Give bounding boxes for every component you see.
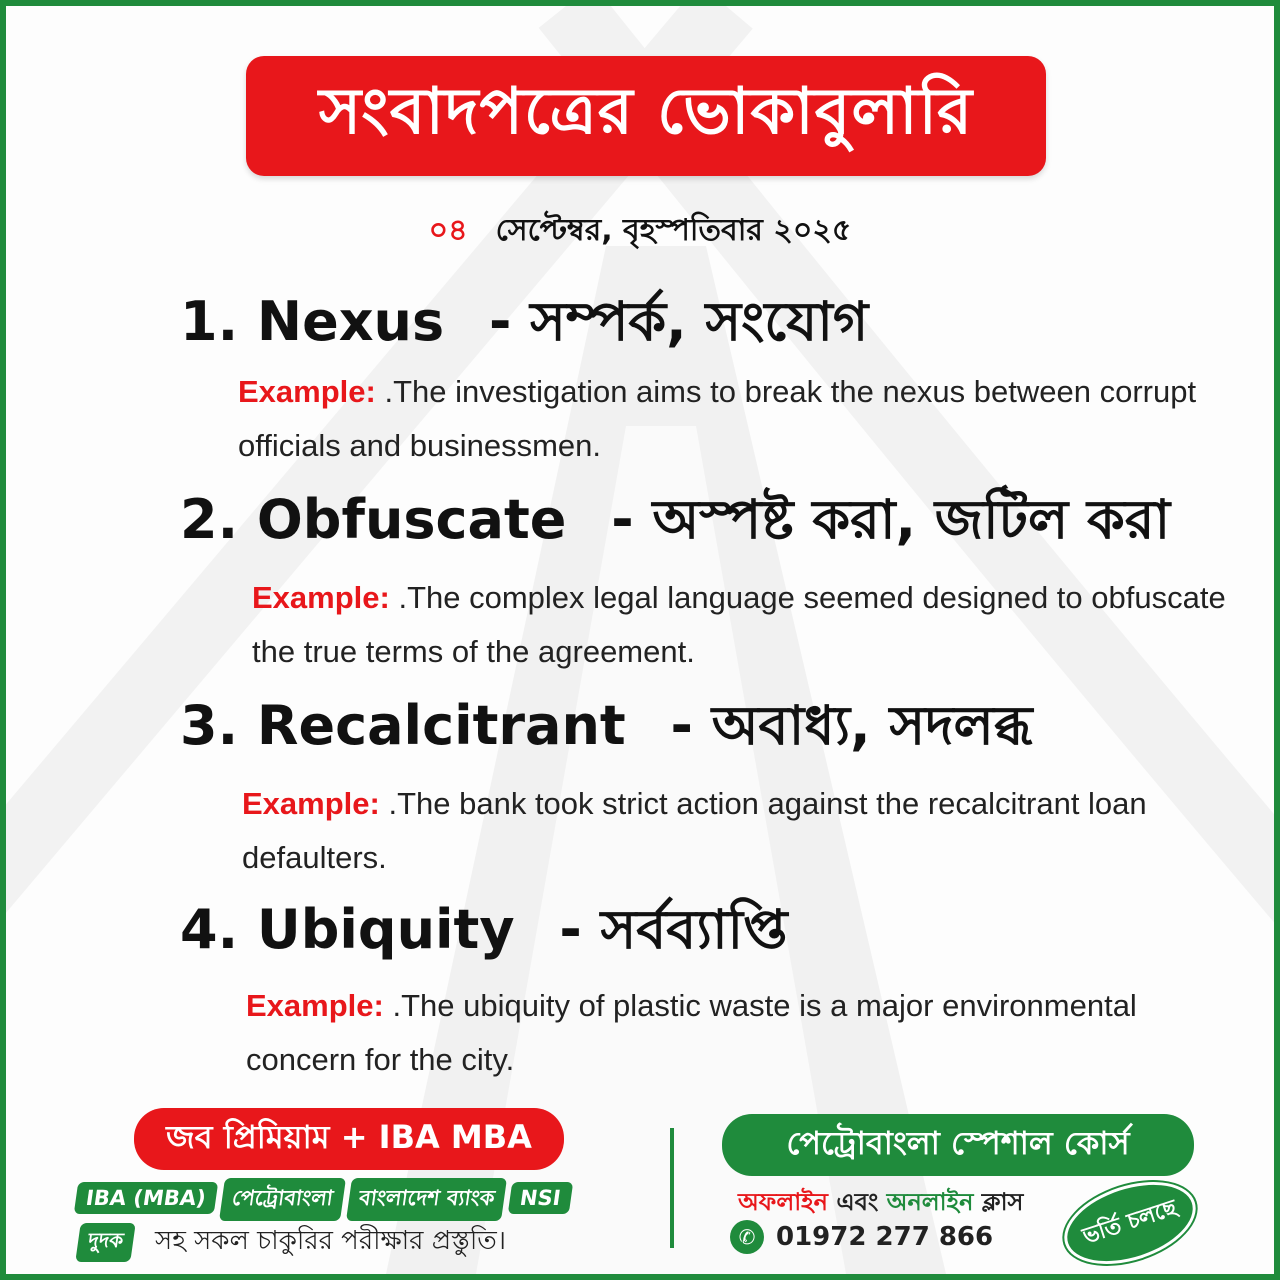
- vocab-heading: [180, 490, 1250, 549]
- exam-tags: [76, 1178, 636, 1221]
- example-label: Example:: [238, 374, 376, 410]
- vocab-meaning: - সম্পর্ক, সংযোগ: [488, 290, 869, 353]
- date-line: [6, 206, 1274, 257]
- online-label: অনলাইন: [886, 1188, 974, 1216]
- vocab-number: 2.: [180, 488, 239, 551]
- vocab-meaning: - অস্পষ্ট করা, জটিল করা: [611, 488, 1171, 551]
- vocab-heading: [180, 696, 1250, 755]
- offline-label: অফলাইন: [738, 1188, 828, 1216]
- date-day: ০৪: [428, 213, 468, 248]
- tag-bangladesh-bank: বাংলাদেশ ব্যাংক: [346, 1178, 507, 1221]
- vocab-number: 4.: [180, 898, 239, 961]
- vocab-word: Ubiquity: [256, 898, 515, 961]
- vocab-entry-2: [180, 490, 1250, 679]
- tag-nsi: NSI: [508, 1182, 573, 1214]
- vocab-heading: [180, 900, 1250, 959]
- example-text: .The investigation aims to break the nexus between corrupt officials and businessmen.: [238, 374, 1197, 464]
- class-label: ক্লাস: [981, 1188, 1024, 1216]
- example-label: Example:: [252, 580, 390, 616]
- vocab-word: Recalcitrant: [256, 694, 626, 757]
- vocab-meaning: - অবাধ্য, সদলব্ধ: [670, 694, 1033, 757]
- vocab-meaning: - সর্বব্যাপ্তি: [559, 898, 788, 961]
- page-title: সংবাদপত্রের ভোকাবুলারি: [318, 74, 974, 149]
- example-label: Example:: [246, 988, 384, 1024]
- vocab-example: [252, 571, 1250, 679]
- tag-petrobangla: পেট্রোবাংলা: [219, 1178, 346, 1221]
- vocab-entry-3: [180, 696, 1250, 885]
- prep-line: [78, 1220, 506, 1264]
- example-text: .The complex legal language seemed designed to obfuscate the true terms of the agreement.: [252, 580, 1226, 670]
- vocab-example: [246, 979, 1250, 1087]
- vocab-entry-4: [180, 900, 1250, 1087]
- vocab-word: Obfuscate: [256, 488, 567, 551]
- vocab-heading: [180, 292, 1250, 351]
- vocab-example: [238, 365, 1250, 473]
- title-banner: [246, 56, 1046, 176]
- prep-text: সহ সকল চাকুরির পরীক্ষার প্রস্তুতি।: [155, 1226, 507, 1256]
- promo-left-title: জব প্রিমিয়াম + IBA MBA: [134, 1108, 564, 1170]
- example-text: .The bank took strict action against the recalcitrant loan defaulters.: [242, 786, 1147, 876]
- vertical-divider: [670, 1128, 674, 1248]
- date-rest: সেপ্টেম্বর, বৃহস্পতিবার ২০২৫: [495, 213, 852, 248]
- class-mode-line: [738, 1184, 1023, 1224]
- vocab-example: [242, 777, 1250, 885]
- phone-number[interactable]: 01972 277 866: [776, 1222, 994, 1252]
- and-label: এবং: [836, 1188, 879, 1216]
- phone-line: [730, 1220, 993, 1254]
- phone-icon: ✆: [730, 1220, 764, 1254]
- vocab-entry-1: [180, 292, 1250, 473]
- vocab-word: Nexus: [256, 290, 445, 353]
- vocab-number: 1.: [180, 290, 239, 353]
- vocab-number: 3.: [180, 694, 239, 757]
- promo-right-title: পেট্রোবাংলা স্পেশাল কোর্স: [722, 1114, 1194, 1176]
- example-text: .The ubiquity of plastic waste is a major environmental concern for the city.: [246, 988, 1137, 1078]
- example-label: Example:: [242, 786, 380, 822]
- tag-iba: IBA (MBA): [74, 1182, 218, 1214]
- admission-badge-text: ভর্তি চলছে: [1079, 1195, 1180, 1249]
- tag-dudok: দুদক: [75, 1223, 135, 1262]
